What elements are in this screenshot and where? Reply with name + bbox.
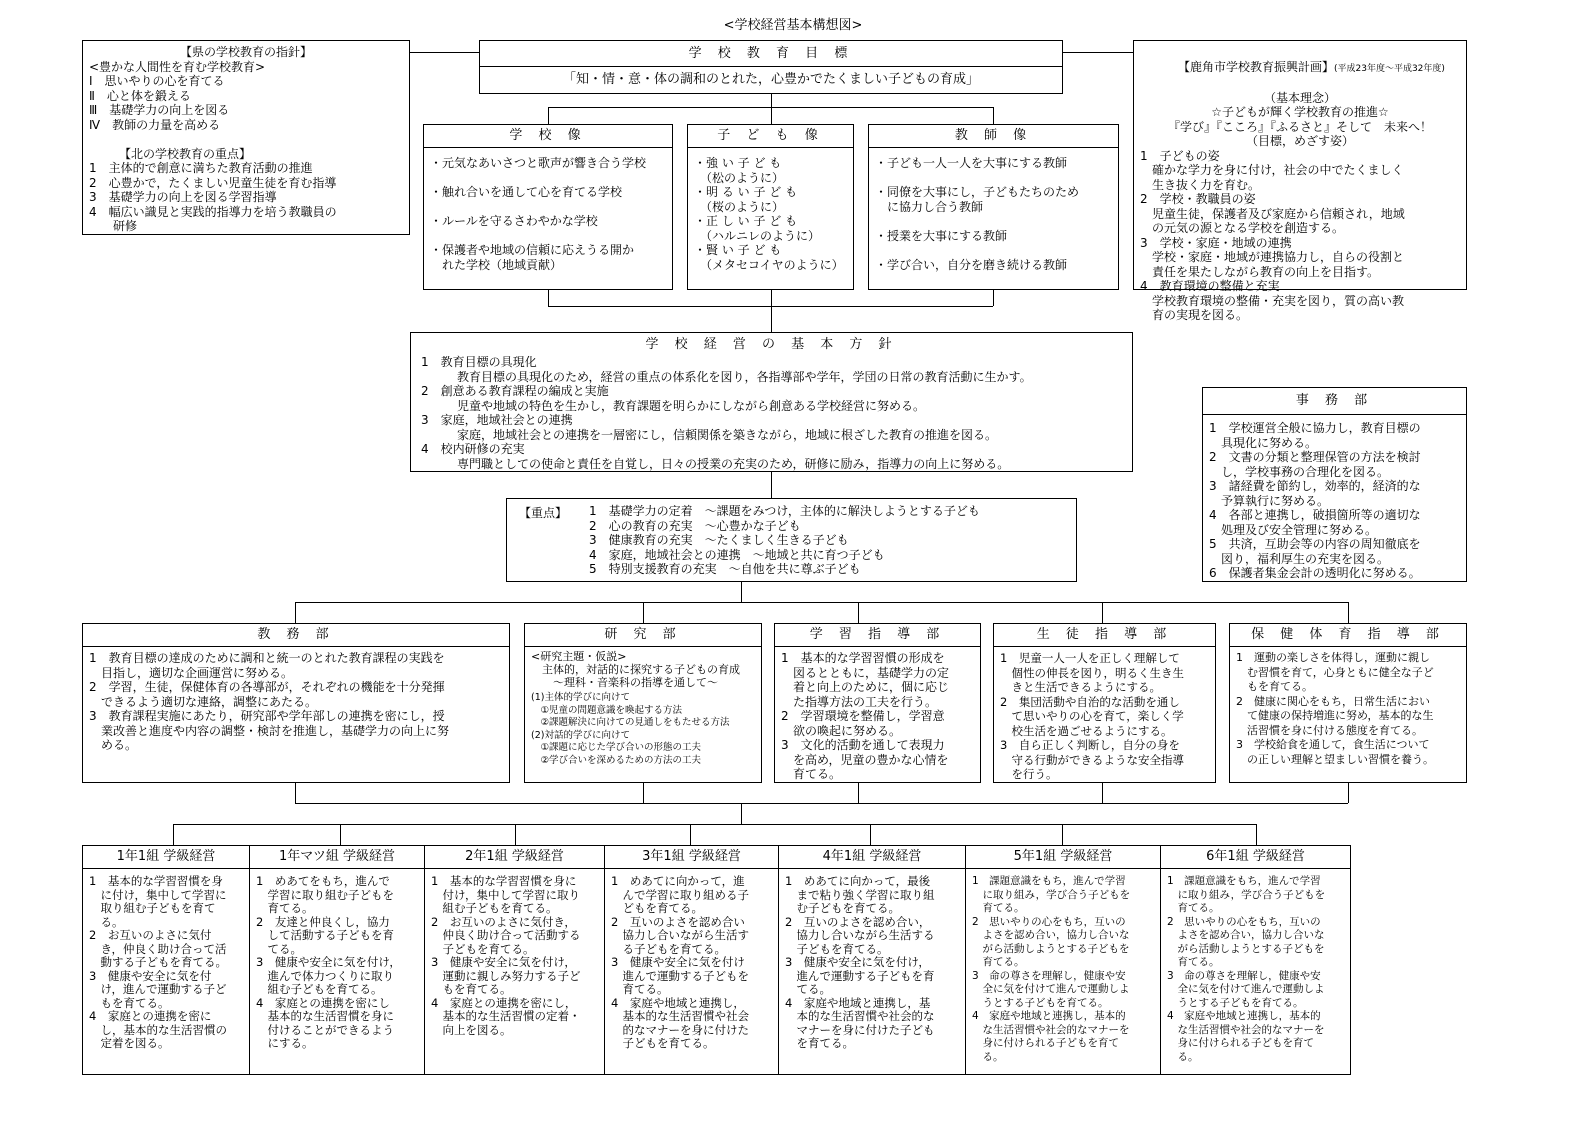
text-line: 的なマナーを身に付けた — [611, 1022, 749, 1037]
text-line: 学習に取り組む子どもを — [256, 887, 394, 902]
text-line: 責任を果たしながら教育の向上を目指す。 — [1140, 264, 1380, 279]
text-line: 全に気を付けて進んで運動しよ — [972, 983, 1130, 995]
text-line — [875, 171, 1112, 186]
text-line: 業改善と進度や内容の調整・検討を推進し，基礎学力の向上に努 — [89, 723, 450, 738]
text-line: れた学校（地域貢献） — [430, 257, 563, 272]
dept-learning-guidance — [774, 623, 981, 783]
class-lines — [1161, 869, 1350, 1067]
text-line: ・保護者や地域の信頼に応えうる開か — [430, 243, 635, 257]
text-line: 1 主体的で創意に満ちた教育活動の推進 — [89, 161, 313, 175]
text-line: 欲の喚起に努める。 — [781, 723, 902, 738]
school-image-title: 学 校 像 — [424, 125, 672, 148]
text-line: 3 健康や安全に気を付 — [89, 968, 212, 983]
text-line: 3 健康教育の充実 ～たくましく生きる子ども — [589, 533, 849, 547]
text-line — [430, 200, 666, 215]
text-line: 4 教育環境の整備と充実 — [1140, 279, 1280, 293]
text-line: 1 課題意識をもち，進んで学習 — [1167, 875, 1321, 887]
focus-lines — [583, 501, 986, 580]
text-line: 育てる。 — [781, 767, 842, 781]
teacher-image-box — [868, 124, 1119, 290]
text-line: 5 共済，互助会等の内容の周知徹底を — [1209, 537, 1421, 551]
child-image-title: 子 ど も 像 — [688, 125, 853, 148]
text-line: ・ルールを守るさわやかな学校 — [430, 214, 598, 228]
text-line: 3 自ら正しく判断し，自分の身を — [1000, 738, 1180, 752]
text-line: よさを認め合い，協力し合いな — [1167, 929, 1325, 941]
text-line: 4 家庭，地域社会との連携 ～地域と共に育つ子ども — [589, 547, 885, 562]
class-lines — [250, 869, 424, 1054]
text-line — [430, 229, 666, 244]
office-box — [1202, 387, 1467, 582]
class-lines — [779, 869, 965, 1054]
text-line: 児童生徒，保護者及び家庭から信頼され，地域 — [1140, 206, 1405, 221]
city-plan-lines — [1140, 91, 1460, 323]
text-line: ・正 し い 子 ど も — [694, 214, 798, 228]
city-plan-box — [1133, 40, 1467, 322]
text-line: 育の実現を図る。 — [1140, 308, 1249, 322]
text-line: 2 思いやりの心をもち，互いの — [972, 915, 1126, 928]
text-line: 3 健康や安全に気を付け， — [256, 955, 401, 969]
text-line: 4 家庭や地域と連携し，基本的 — [1167, 1010, 1321, 1022]
text-line: に取り組み，学び合う子どもを — [972, 888, 1131, 901]
text-line: て思いやりの心を育て，楽しく学 — [1000, 709, 1184, 723]
text-line: 予算執行に努める。 — [1209, 493, 1330, 508]
text-line: 3 文化的活動を通して表現力 — [781, 738, 945, 752]
text-line: うとする子どもを育てる。 — [1167, 996, 1304, 1009]
class-title: 1年1組 学級経営 — [83, 846, 249, 869]
text-line: 2 集団活動や自治的な活動を通し — [1000, 694, 1180, 709]
basic-policy-lines — [411, 355, 1132, 474]
text-line: 2 思いやりの心をもち，互いの — [1167, 915, 1321, 928]
text-line: 図るとともに，基礎学力の定 — [781, 665, 950, 680]
text-line: ・賢 い 子 ど も — [694, 243, 782, 257]
dept-small-lines — [525, 692, 761, 770]
text-line: 協力し合いながら生活する — [785, 928, 935, 942]
text-line: 守る行動ができるような安全指導 — [1000, 752, 1184, 767]
text-line: （ハルニレのように） — [694, 228, 821, 243]
text-line: 基本的な生活習慣を身に — [256, 1009, 394, 1023]
text-line: 5 特別支援教育の充実 ～自他を共に尊ぶ子ども — [589, 562, 861, 576]
dept-lines — [1230, 647, 1466, 770]
text-line: 2 互いのよさを認め合い， — [785, 914, 931, 929]
text-line: 1 課題意識をもち，進んで学習 — [972, 875, 1126, 887]
text-line: の元気の源となる学校を創造する。 — [1140, 221, 1345, 235]
text-line: し，学校事務の合理化を図る。 — [1209, 464, 1390, 479]
text-line: 生き抜く力を育む。 — [1140, 177, 1261, 192]
text-line: 身に付けられる子どもを育て — [972, 1037, 1119, 1049]
text-line: し，基本的な生活習慣の — [89, 1022, 227, 1037]
child-image-items — [688, 148, 853, 275]
text-line: 4 家庭や地域と連携し，基 — [785, 995, 931, 1010]
text-line: 2 学校・教職員の姿 — [1140, 192, 1256, 206]
text-line: がら活動しようとする子どもを — [1167, 942, 1325, 955]
prefecture-heading: 【県の学校教育の指針】 — [179, 45, 312, 59]
school-image-items — [424, 148, 672, 275]
text-line: 1 児童一人一人を正しく理解して — [1000, 651, 1180, 665]
class-3-1 — [604, 845, 779, 1075]
text-line: 育てる。 — [256, 901, 314, 915]
text-line: 6 保護者集金会計の透明化に努める。 — [1209, 566, 1421, 580]
text-line: 育てる。 — [1167, 902, 1220, 914]
class-6-1 — [1160, 845, 1351, 1075]
child-image-box — [687, 124, 854, 290]
class-title: 2年1組 学級経営 — [425, 846, 604, 869]
diagram-title: <学校経営基本構想図> — [723, 18, 863, 33]
text-line: 育てる。 — [972, 902, 1025, 914]
text-line: 3 命の尊さを理解し，健康や安 — [972, 969, 1126, 982]
class-1-matsu — [249, 845, 425, 1075]
text-line: うとする子どもを育てる。 — [972, 996, 1109, 1009]
text-line: 3 家庭，地域社会との連携 — [421, 413, 573, 427]
text-line: （桜のように） — [694, 199, 785, 214]
school-image-box — [423, 124, 673, 290]
text-line: Ⅳ 教師の力量を高める — [89, 117, 221, 132]
class-5-1 — [965, 845, 1161, 1075]
text-line: んで学習に取り組める子 — [611, 887, 749, 902]
class-lines — [425, 869, 604, 1040]
text-line: 2 お互いのよさに気付き， — [431, 914, 576, 929]
dept-lines — [525, 647, 761, 692]
city-plan-heading: 【鹿角市学校教育振興計画】 — [1177, 59, 1334, 74]
text-line: る子どもを育てる。 — [611, 941, 726, 956]
text-line: マナーを身に付けた子ども — [785, 1022, 935, 1037]
text-line: 育てる。 — [1167, 956, 1220, 968]
text-line: 組む子どもを育てる。 — [431, 901, 558, 915]
text-line: 基本的な生活習慣の定着・ — [431, 1009, 581, 1023]
text-line: 目指し，適切な企画運営に努める。 — [89, 665, 294, 680]
focus-label: 【重点】 — [519, 506, 568, 520]
text-line: 全に気を付けて進んで運動しよ — [1167, 983, 1325, 995]
dept-lines — [83, 647, 509, 756]
text-line: 図り，福利厚生の充実を図る。 — [1209, 551, 1390, 566]
text-line: 協力し合いながら生活す — [611, 928, 749, 942]
text-line: た指導方法の工夫を行う。 — [781, 694, 938, 709]
text-line: がら活動しようとする子どもを — [972, 942, 1130, 955]
text-line: 校生活を過ごせるようにする。 — [1000, 723, 1173, 738]
text-line: める。 — [89, 738, 138, 752]
text-line: 2 文書の分類と整理保管の方法を検討 — [1209, 450, 1421, 464]
text-line: よさを認め合い，協力し合いな — [972, 929, 1130, 941]
text-line: 主体的，対話的に探究する子どもの育成 — [531, 663, 740, 676]
class-title: 1年マツ組 学級経営 — [250, 846, 424, 869]
text-line: ①児童の問題意識を喚起する方法 — [531, 704, 683, 716]
text-line: 運動に親しみ努力する子ど — [431, 968, 581, 983]
text-line: 1 基本的な学習習慣の形成を — [781, 651, 945, 665]
text-line: 4 家庭や地域と連携し，基本的 — [972, 1010, 1126, 1022]
text-line: 動する子どもを育てる。 — [89, 955, 227, 969]
text-line: を行う。 — [1000, 767, 1058, 781]
text-line: に取り組み，学び合う子どもを — [1167, 888, 1326, 901]
text-line: 【北の学校教育の重点】 — [89, 146, 252, 161]
text-line: ①課題に応じた学び合いの形態の工夫 — [531, 742, 702, 753]
class-title: 5年1組 学級経営 — [966, 846, 1160, 869]
text-line: 1 教育目標の具現化 — [421, 355, 537, 369]
text-line: な生活習慣や社会的なマナーを — [972, 1023, 1130, 1036]
class-lines — [83, 869, 249, 1054]
text-line: 付け，集中して学習に取り — [431, 887, 581, 902]
class-title: 6年1組 学級経営 — [1161, 846, 1350, 869]
text-line: てる。 — [785, 982, 831, 996]
text-line: に協力し合う教師 — [875, 199, 984, 214]
text-line: 付けることができるよう — [256, 1022, 394, 1037]
text-line: （松のように） — [694, 170, 785, 185]
text-line: て健康の保持増進に努め，基本的な生 — [1236, 709, 1434, 722]
text-line: 定着を図る。 — [89, 1036, 170, 1050]
text-line: ・子ども一人一人を大事にする教師 — [875, 156, 1068, 170]
text-line: 4 幅広い識見と実践的指導力を培う教職員の — [89, 204, 337, 219]
text-line: 1 基本的な学習習慣を身 — [89, 874, 223, 888]
text-line: る。 — [89, 914, 124, 929]
text-line: ・同僚を大事にし，子どもたちのため — [875, 185, 1080, 199]
text-line: ・触れ合いを通して心を育てる学校 — [430, 185, 623, 199]
text-line: 子どもを育てる。 — [611, 1036, 715, 1050]
text-line: <研究主題・仮説> — [531, 650, 627, 663]
prefecture-lines — [89, 60, 403, 234]
text-line: 研修 — [89, 219, 138, 233]
school-goal-title: 学 校 教 育 目 標 — [480, 41, 1062, 67]
text-line: 取り組む子どもを育て — [89, 901, 216, 915]
text-line: 確かな学力を身に付け，社会の中でたくましく — [1140, 163, 1404, 177]
text-line: 具現化に努める。 — [1209, 435, 1318, 450]
text-line: 児童や地域の特色を生かし，教育課題を明らかにしながら創意ある学校経営に努める。 — [421, 398, 926, 413]
text-line: 1 運動の楽しさを体得し，運動に親し — [1236, 651, 1430, 664]
dept-research — [524, 623, 762, 783]
text-line: 子どもを育てる。 — [431, 941, 535, 956]
dept-title: 生 徒 指 導 部 — [994, 624, 1215, 647]
text-line: 仲良く助け合って活動する — [431, 928, 581, 942]
text-line: 活習慣を身に付ける態度を育てる。 — [1236, 723, 1423, 737]
focus-box — [506, 498, 1077, 582]
text-line: 子どもを育てる。 — [785, 941, 889, 956]
text-line — [89, 132, 403, 147]
text-line: てる。 — [256, 941, 302, 956]
text-line: 4 家庭との連携を密にし — [256, 995, 390, 1010]
text-line: 2 健康に関心をもち，日常生活におい — [1236, 694, 1430, 708]
text-line: （メタセコイヤのように） — [694, 257, 844, 272]
basic-policy-title: 学 校 経 営 の 基 本 方 針 — [645, 337, 898, 352]
text-line: 4 家庭との連携を密にし， — [431, 995, 577, 1010]
dept-academic-affairs — [82, 623, 510, 783]
text-line: む子どもを育てる。 — [785, 901, 900, 915]
text-line: 家庭，地域社会との連携を一層密にし，信頼関係を築きながら，地域に根ざした教育の推進を図る。 — [421, 427, 998, 442]
office-lines — [1203, 415, 1466, 584]
text-line: 3 命の尊さを理解し，健康や安 — [1167, 969, 1321, 982]
office-title: 事 務 部 — [1203, 388, 1466, 415]
text-line: もを育てる。 — [89, 995, 170, 1010]
text-line: 進んで体力つくりに取り — [256, 968, 394, 983]
text-line: 4 家庭や地域と連携し， — [611, 995, 745, 1010]
text-line: にする。 — [256, 1036, 314, 1050]
text-line: 組む子どもを育てる。 — [256, 982, 383, 996]
text-line: の正しい理解と望ましい習慣を養う。 — [1236, 752, 1434, 766]
text-line: 3 学校給食を通して，食生活について — [1236, 738, 1430, 751]
text-line: な生活習慣や社会的なマナーを — [1167, 1023, 1325, 1036]
text-line: 1 基礎学力の定着 ～課題をみつけ，主体的に解決しようとする子ども — [589, 504, 980, 518]
text-line: ・授業を大事にする教師 — [875, 228, 1008, 243]
text-line: (2)対話的学びに向けて — [531, 729, 630, 741]
text-line: ・学び合い，自分を磨き続ける教師 — [875, 257, 1068, 272]
text-line: ☆子どもが輝く学校教育の推進☆ — [1211, 105, 1389, 119]
text-line: 育てる。 — [611, 982, 669, 996]
class-lines — [605, 869, 778, 1054]
text-line: 進んで運動する子どもを — [611, 968, 749, 983]
text-line: に付け，集中して学習に — [89, 887, 227, 902]
class-1-1 — [82, 845, 250, 1075]
text-line: き，仲良く助け合って活 — [89, 941, 227, 956]
text-line: る。 — [972, 1050, 1004, 1063]
class-title: 3年1組 学級経営 — [605, 846, 778, 869]
text-line: 1 めあてに向かって，最後 — [785, 874, 931, 888]
text-line: 進んで運動する子どもを育 — [785, 968, 935, 983]
text-line: 3 健康や安全に気を付け， — [785, 955, 930, 969]
text-line — [875, 243, 1112, 258]
city-plan-period: (平成23年度～平成32年度) — [1333, 63, 1445, 74]
text-line: 育てる。 — [972, 956, 1025, 968]
text-line: Ⅲ 基礎学力の向上を図る — [89, 103, 230, 117]
basic-policy-box — [410, 332, 1133, 472]
text-line — [875, 214, 1112, 229]
text-line: どもを育てる。 — [611, 901, 703, 915]
text-line: 1 めあてをもち，進んで — [256, 874, 390, 888]
text-line: 『学び』『こころ』『ふるさと』そして 未来へ！ — [1167, 119, 1432, 134]
text-line: 3 諸経費を節約し，効率的，経済的な — [1209, 479, 1421, 493]
text-line: まで粘り強く学習に取り組 — [785, 887, 935, 902]
text-line: 2 学習，生徒，保健体育の各導部が，それぞれの機能を十分発揮 — [89, 680, 445, 694]
text-line: Ⅰ 思いやりの心を育てる — [89, 74, 225, 88]
text-line: る。 — [1167, 1050, 1199, 1063]
text-line: 教育目標の具現化のため，経営の重点の体系化を図り，各指導部や学年，学団の日常の教育活動に生かす。 — [421, 369, 1032, 384]
text-line: 専門職としての使命と責任を自覚し，日々の授業の充実のため，研修に励み，指導力の向上に努める。 — [421, 456, 1010, 471]
dept-title: 教 務 部 — [83, 624, 509, 647]
text-line: む習慣を育て，心身ともに健全な子ど — [1236, 665, 1434, 679]
text-line: ～理科・音楽科の指導を通して～ — [531, 676, 718, 689]
text-line: もを育てる。 — [431, 982, 512, 996]
text-line: 基本的な生活習慣や社会 — [611, 1009, 749, 1023]
text-line: 1 めあてに向かって，進 — [611, 874, 745, 888]
dept-title: 学 習 指 導 部 — [775, 624, 980, 647]
text-line: 3 学校・家庭・地域の連携 — [1140, 235, 1292, 250]
text-line: 2 学習環境を整備し，学習意 — [781, 709, 945, 723]
text-line: (1)主体的学びに向けて — [531, 692, 630, 703]
dept-title: 保 健 体 育 指 導 部 — [1230, 624, 1466, 647]
text-line: （基本理念） — [1263, 90, 1336, 105]
text-line: 2 お互いのよさに気付 — [89, 928, 212, 942]
text-line: 4 家庭との連携を密に — [89, 1009, 212, 1023]
text-line: 身に付けられる子どもを育て — [1167, 1037, 1314, 1049]
text-line — [430, 171, 666, 186]
text-line: 1 基本的な学習習慣を身に — [431, 874, 577, 888]
text-line: 3 基礎学力の向上を図る学習指導 — [89, 190, 277, 204]
text-line: <豊かな人間性を育む学校教育> — [89, 59, 266, 74]
prefecture-guidelines-box — [82, 40, 410, 235]
text-line: Ⅱ 心と体を鍛える — [89, 88, 191, 103]
dept-title: 研 究 部 — [525, 624, 761, 647]
teacher-image-items — [869, 148, 1118, 275]
text-line: 個性の伸長を図り，明るく生き生 — [1000, 665, 1184, 680]
text-line: け，進んで運動する子ど — [89, 982, 227, 996]
text-line: 4 校内研修の充実 — [421, 442, 525, 456]
class-4-1 — [778, 845, 966, 1075]
text-line: ・強 い 子 ど も — [694, 156, 782, 170]
text-line: ・明 る い 子 ど も — [694, 185, 798, 199]
text-line: 学校教育環境の整備・充実を図り，質の高い教 — [1140, 293, 1405, 308]
text-line: 2 創意ある教育課程の編成と実施 — [421, 384, 609, 398]
text-line: して活動する子どもを育 — [256, 928, 394, 942]
text-line: 3 教育課程実施にあたり，研究部や学年部しの連携を密にし，授 — [89, 709, 445, 723]
text-line: 1 学校運営全般に協力し，教育目標の — [1209, 421, 1421, 435]
text-line: 2 友達と仲良くし，協力 — [256, 914, 390, 929]
class-lines — [966, 869, 1160, 1067]
school-goal-text: 「知・情・意・体の調和のとれた，心豊かでたくましい子どもの育成」 — [562, 72, 979, 87]
text-line: 4 各部と連携し，破損箇所等の適切な — [1209, 508, 1421, 522]
text-line: （目標，めざす姿） — [1245, 134, 1354, 148]
text-line: 1 教育目標の達成のために調和と統一のとれた教育課程の実践を — [89, 651, 445, 665]
text-line: 2 互いのよさを認め合い — [611, 914, 745, 929]
text-line: 2 心豊かで，たくましい児童生徒を育む指導 — [89, 175, 337, 190]
teacher-image-title: 教 師 像 — [869, 125, 1118, 148]
text-line: ②課題解決に向けての見通しをもたせる方法 — [531, 717, 730, 728]
dept-lines — [775, 647, 980, 785]
text-line: 着と向上のために，個に応じ — [781, 680, 950, 694]
dept-lines — [994, 647, 1215, 785]
text-line: ・元気なあいさつと歌声が響き合う学校 — [430, 156, 647, 170]
class-title: 4年1組 学級経営 — [779, 846, 965, 869]
text-line: 向上を図る。 — [431, 1022, 512, 1037]
text-line: 2 心の教育の充実 ～心豊かな子ども — [589, 518, 801, 533]
class-2-1 — [424, 845, 605, 1075]
text-line: きと生活できるようにする。 — [1000, 680, 1161, 694]
text-line: を育てる。 — [785, 1036, 854, 1050]
dept-student-guidance — [993, 623, 1216, 783]
text-line: もを育てる。 — [1236, 680, 1313, 693]
text-line: 処理及び安全管理に努める。 — [1209, 522, 1378, 537]
school-goal-box — [479, 40, 1063, 94]
text-line: 3 健康や安全に気を付け — [611, 955, 745, 969]
text-line: ②学び合いを深めるための方法の工夫 — [531, 754, 702, 766]
text-line: を高め，児童の豊かな心情を — [781, 752, 949, 767]
text-line: 1 子どもの姿 — [1140, 148, 1220, 163]
dept-health-pe — [1229, 623, 1467, 783]
text-line: 本的な生活習慣や社会的な — [785, 1009, 935, 1023]
text-line: 学校・家庭・地域が連携協力し，自らの役割と — [1140, 250, 1405, 264]
text-line: 3 健康や安全に気を付け， — [431, 955, 576, 969]
text-line: できるよう適切な連絡，調整にあたる。 — [89, 694, 318, 709]
